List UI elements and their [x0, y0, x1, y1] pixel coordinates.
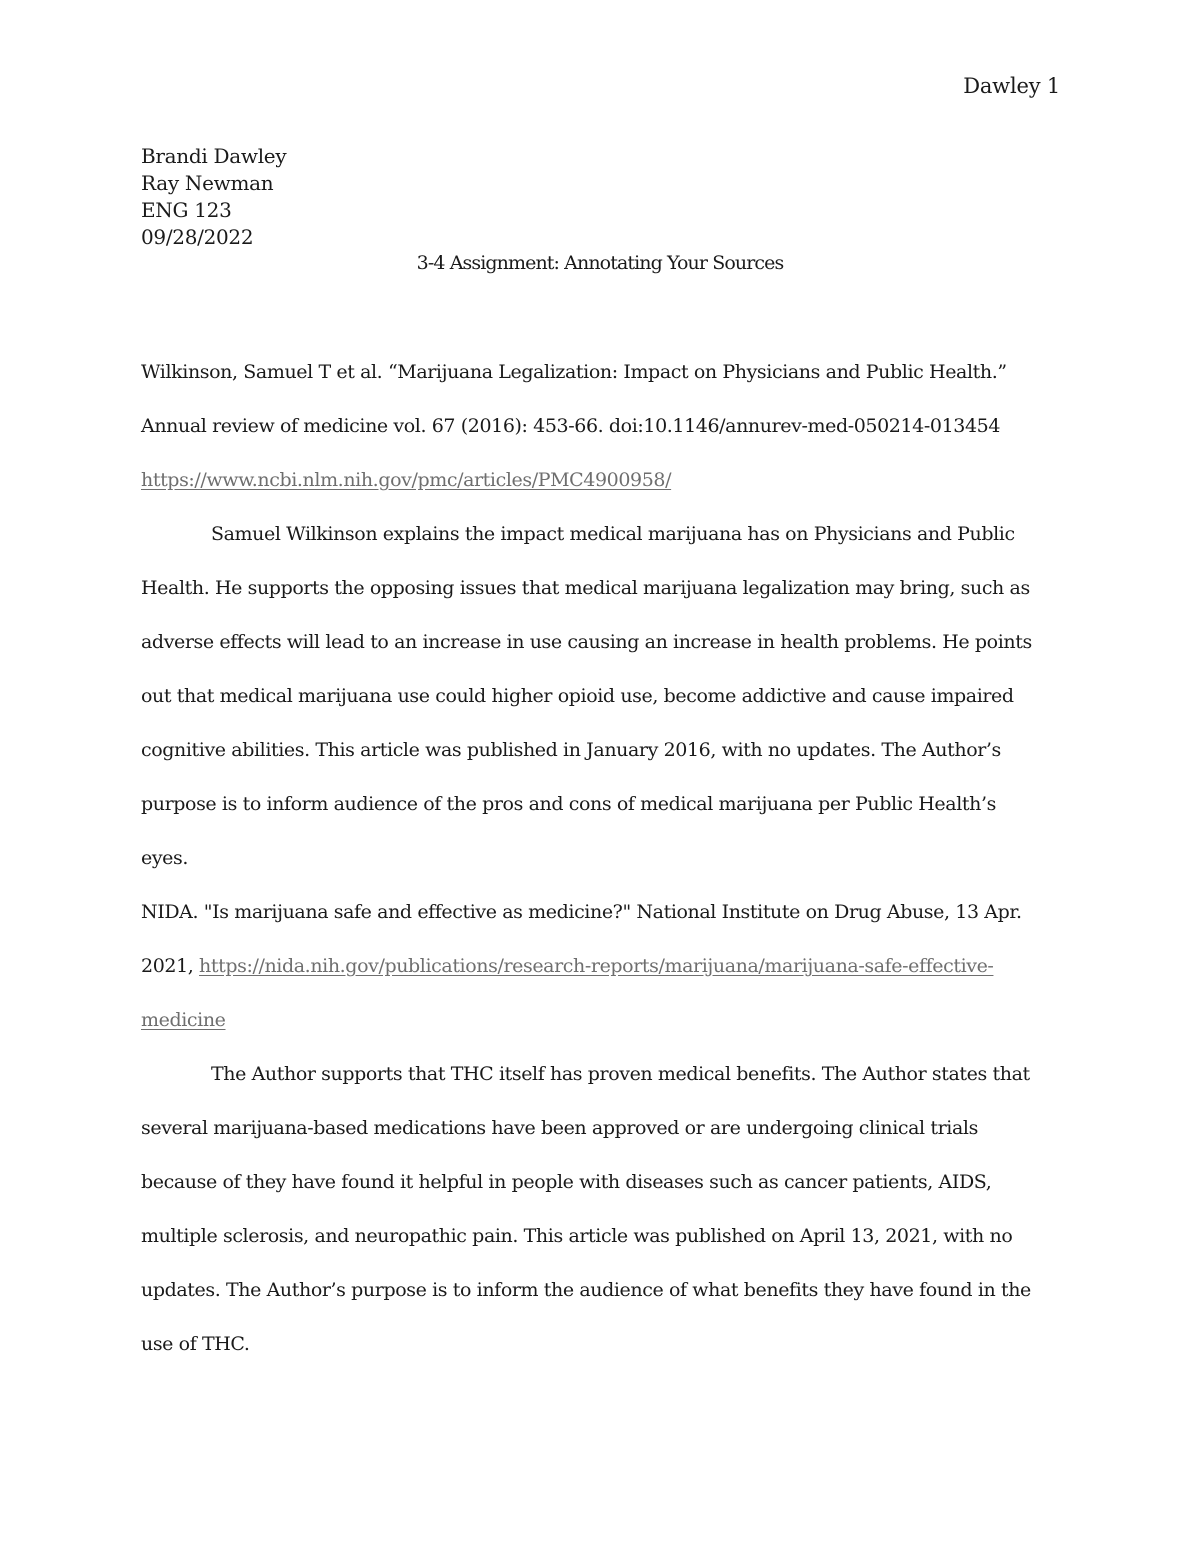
source1-annotation-line: cognitive abilities. This article was published in January 2016, with no updates. The Author’s — [141, 739, 1001, 761]
source2-annotation-line: several marijuana-based medications have been approved or are undergoing clinical trials — [141, 1117, 978, 1139]
source2-citation-line2 — [141, 955, 993, 977]
source2-citation-line1: NIDA. "Is marijuana safe and effective as medicine?" National Institute on Drug Abuse, 13 Apr. — [141, 901, 1022, 923]
page-header: Dawley 1 — [963, 74, 1060, 98]
source1-annotation-line: out that medical marijuana use could higher opioid use, become addictive and cause impaired — [141, 685, 1014, 707]
source2-annotation-line: use of THC. — [141, 1333, 250, 1355]
course-name: ENG 123 — [141, 198, 232, 222]
source2-url-continuation — [141, 1009, 226, 1031]
source2-annotation-line: multiple sclerosis, and neuropathic pain. This article was published on April 13, 2021, with no — [141, 1225, 1013, 1247]
source1-citation-line2: Annual review of medicine vol. 67 (2016): 453-66. doi:10.1146/annurev-med-050214-013454 — [141, 415, 1001, 437]
source1-annotation-line: adverse effects will lead to an increase in use causing an increase in health problems. He points — [141, 631, 1032, 653]
source1-url-line — [141, 469, 671, 491]
mla-heading — [141, 143, 286, 251]
student-name: Brandi Dawley — [141, 144, 287, 168]
source1-annotation-line: Samuel Wilkinson explains the impact medical marijuana has on Physicians and Public — [211, 523, 1015, 545]
source1-annotation-line: eyes. — [141, 847, 189, 869]
source2-annotation-line: because of they have found it helpful in people with diseases such as cancer patients, AIDS, — [141, 1171, 992, 1193]
source2-citation-prefix: 2021, — [141, 955, 200, 977]
source2-annotation-line: The Author supports that THC itself has proven medical benefits. The Author states that — [211, 1063, 1030, 1085]
source2-annotation-line: updates. The Author’s purpose is to inform the audience of what benefits they have found in the — [141, 1279, 1031, 1301]
source1-url-link[interactable]: https://www.ncbi.nlm.nih.gov/pmc/articles/PMC4900958/ — [141, 469, 672, 491]
instructor-name: Ray Newman — [141, 171, 274, 195]
source1-citation-line1: Wilkinson, Samuel T et al. “Marijuana Legalization: Impact on Physicians and Public Health.” — [141, 361, 1007, 383]
source1-annotation-line: Health. He supports the opposing issues that medical marijuana legalization may bring, such as — [141, 577, 1030, 599]
heading-date: 09/28/2022 — [141, 225, 254, 249]
source2-url-link-continued[interactable]: medicine — [141, 1009, 226, 1031]
source2-url-link[interactable]: https://nida.nih.gov/publications/research-reports/marijuana/marijuana-safe-effective- — [199, 955, 994, 977]
document-title: 3-4 Assignment: Annotating Your Sources — [416, 252, 784, 274]
source1-annotation-line: purpose is to inform audience of the pros and cons of medical marijuana per Public Health’s — [141, 793, 996, 815]
